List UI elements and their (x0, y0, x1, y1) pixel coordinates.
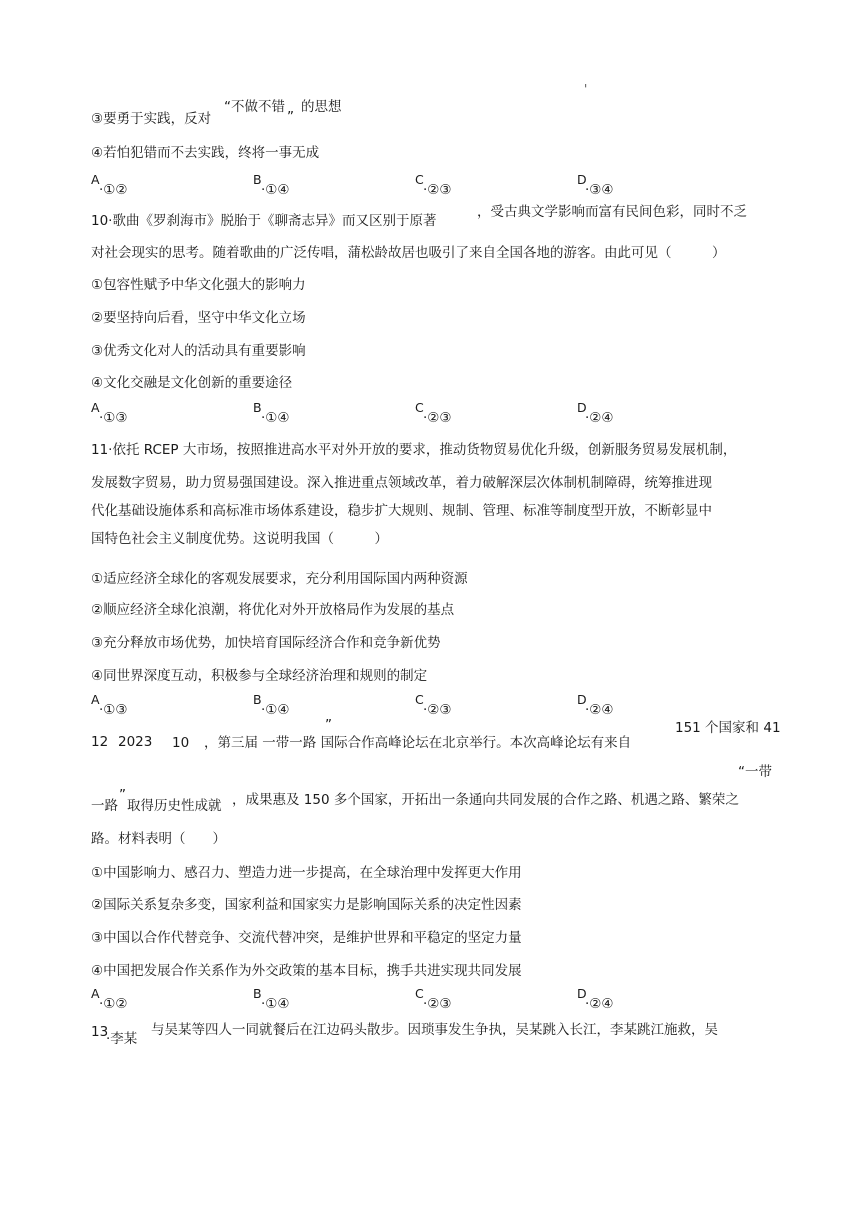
q12-statement-1: ①中国影响力、感召力、塑造力进一步提高，在全球治理中发挥更大作用 (91, 865, 522, 881)
q12-month: 10 (172, 735, 190, 751)
q12-year: 2023 (118, 734, 153, 750)
q8-quote: “不做不错 (224, 99, 285, 115)
q11-stem-line3: 代化基础设施体系和高标准市场体系建设，稳步扩大规则、规制、管理、标准等制度型开放，不断彰显中 (91, 503, 712, 519)
q12-statement-2: ②国际关系复杂多变，国家利益和国家实力是影响国际关系的决定性因素 (91, 897, 522, 913)
option-letter: B (253, 692, 262, 707)
q10-statement-4: ④文化交融是文化创新的重要途径 (91, 375, 293, 391)
q12-stem-line3a: 一路 (91, 798, 118, 814)
option-letter: B (253, 400, 262, 415)
q11-statement-4: ④同世界深度互动，积极参与全球经济治理和规则的制定 (91, 668, 428, 684)
q10-statement-1: ①包容性赋予中华文化强大的影响力 (91, 277, 306, 293)
option-letter: B (253, 172, 262, 187)
option-letter: C (415, 986, 424, 1001)
option-letter: A (91, 172, 100, 187)
option-value: ·②④ (585, 702, 614, 718)
q12-stem-line1: ，第三届 一带一路 国际合作高峰论坛在北京举行。本次高峰论坛有来自 (204, 735, 632, 751)
option-letter: A (91, 986, 100, 1001)
q12-statement-3: ③中国以合作代替竞争、交流代替冲突，是维护世界和平稳定的坚定力量 (91, 930, 522, 946)
option-letter: A (91, 400, 100, 415)
q12-statement-4: ④中国把发展合作关系作为外交政策的基本目标，携手共进实现共同发展 (91, 963, 522, 979)
option-letter: D (577, 400, 587, 415)
option-value: ·①④ (261, 702, 290, 718)
q8-quote-close: ” (287, 109, 294, 125)
option-value: ·①③ (99, 702, 128, 718)
option-value: ·①④ (261, 182, 290, 198)
q13-number: 13 (91, 1024, 109, 1040)
q11-stem-line1: 11·依托 RCEP 大市场，按照推进高水平对外开放的要求，推动货物贸易优化升级，创新服务贸易发展机制， (91, 442, 737, 458)
option-letter: D (577, 692, 587, 707)
q11-stem-line2: 发展数字贸易，助力贸易强国建设。深入推进重点领域改革，着力破解深层次体制机制障碍，统筹推进现 (91, 475, 712, 491)
q12-quote-close: ” (325, 717, 332, 733)
q12-quote-close-2: ” (119, 787, 126, 803)
q12-number: 12 (91, 734, 109, 750)
option-letter: C (415, 400, 424, 415)
q12-quote-open: “一带 (738, 764, 772, 780)
option-letter: D (577, 172, 587, 187)
q8-statement-4: ④若怕犯错而不去实践，终将一事无成 (91, 145, 320, 161)
q13-name: ·李某 (106, 1031, 138, 1047)
option-value: ·①② (99, 182, 128, 198)
option-letter: C (415, 692, 424, 707)
option-value: ·②④ (585, 996, 614, 1012)
q11-stem-line4: 国特色社会主义制度优势。这说明我国（ ） (91, 531, 388, 547)
option-value: ·②③ (423, 702, 452, 718)
q10-stem-line1b: ，受古典文学影响而富有民间色彩，同时不乏 (477, 204, 747, 220)
q10-stem-line2: 对社会现实的思考。随着歌曲的广泛传唱，蒲松龄故居也吸引了来自全国各地的游客。由此可见（ ） (91, 245, 726, 261)
option-value: ·②③ (423, 182, 452, 198)
option-value: ·③④ (585, 182, 614, 198)
option-value: ·①④ (261, 996, 290, 1012)
option-letter: B (253, 986, 262, 1001)
option-letter: A (91, 692, 100, 707)
q10-statement-3: ③优秀文化对人的活动具有重要影响 (91, 343, 306, 359)
option-value: ·②④ (585, 410, 614, 426)
page-mark: ' (584, 82, 588, 96)
option-letter: C (415, 172, 424, 187)
q12-stem-line3b: 取得历史性成就 (127, 798, 222, 814)
q11-statement-2: ②顺应经济全球化浪潮，将优化对外开放格局作为发展的基点 (91, 602, 455, 618)
q11-statement-1: ①适应经济全球化的客观发展要求，充分利用国际国内两种资源 (91, 571, 468, 587)
option-value: ·②③ (423, 410, 452, 426)
q13-stem-line1: 与吴某等四人一同就餐后在江边码头散步。因琐事发生争执，吴某跳入长江，李某跳江施救，吴 (151, 1022, 718, 1038)
option-value: ·②③ (423, 996, 452, 1012)
q10-stem-line1a: 10·歌曲《罗刹海市》脱胎于《聊斋志异》而又区别于原著 (91, 213, 437, 229)
option-value: ·①② (99, 996, 128, 1012)
option-value: ·①③ (99, 410, 128, 426)
option-letter: D (577, 986, 587, 1001)
option-value: ·①④ (261, 410, 290, 426)
q8-statement-3: ③要勇于实践，反对 (91, 111, 212, 127)
q10-statement-2: ②要坚持向后看，坚守中华文化立场 (91, 310, 306, 326)
q12-stem-line3c: ，成果惠及 150 多个国家，开拓出一条通向共同发展的合作之路、机遇之路、繁荣之 (232, 792, 739, 808)
q11-statement-3: ③充分释放市场优势，加快培育国际经济合作和竞争新优势 (91, 635, 441, 651)
q12-stem-right: 151 个国家和 41 (675, 720, 781, 736)
q12-stem-line4: 路。材料表明（ ） (91, 831, 226, 847)
q8-quote-tail: 的思想 (301, 99, 342, 115)
